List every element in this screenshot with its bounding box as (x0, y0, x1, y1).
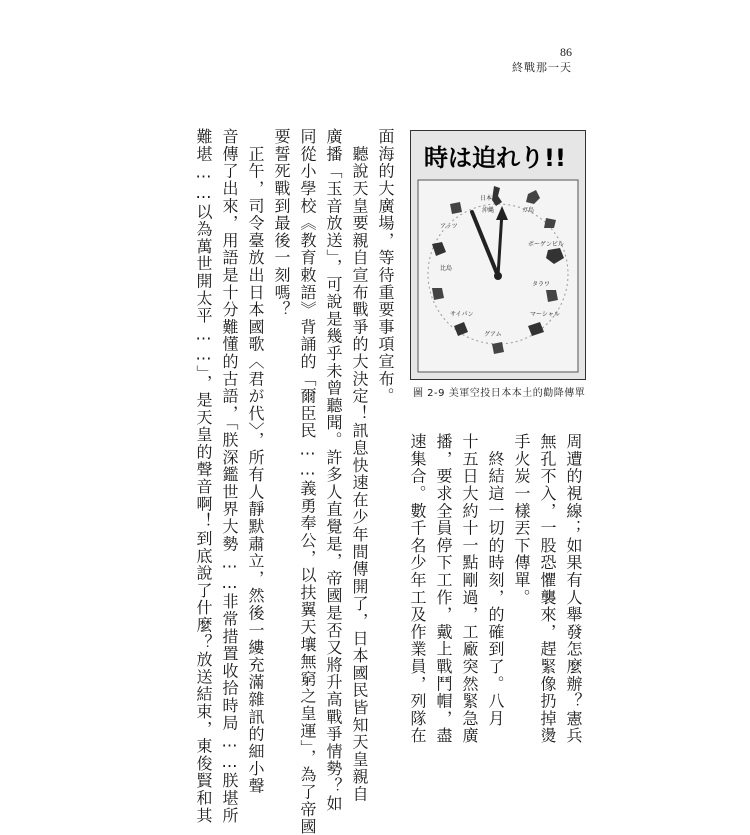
body-text-lower-right (404, 433, 586, 745)
body-text-upper (190, 128, 398, 835)
place-label: ガ島 (522, 207, 535, 214)
place-label: 日本 (480, 195, 493, 202)
place-label: アッツ (440, 223, 458, 230)
place-label: ボーゲンビル (528, 241, 564, 248)
leaflet-image (410, 130, 586, 380)
text-column: 手火炭一樣丟下傳單。 (512, 433, 531, 606)
text-column: 要誓死戰到最後一刻嗎？ (272, 128, 291, 319)
place-label: マーシャル (530, 311, 560, 318)
page-number: 86 (560, 45, 572, 59)
text-column: 面海的大廣場，等待重要事項宣布。 (376, 128, 395, 405)
place-label: タラワ (532, 281, 551, 288)
text-column: 終結這一切的時刻，的確到了。八月 (486, 433, 505, 728)
place-label: 比島 (440, 265, 453, 272)
text-column: 速集合。數千名少年工及作業員，列隊在 (408, 433, 427, 745)
text-column: 十五日大約十一點剛過，工廠突然緊急廣 (460, 433, 479, 745)
text-column: 無孔不入，一股恐懼襲來，趕緊像扔掉燙 (538, 433, 557, 745)
clock-center (494, 272, 502, 280)
surrender-leaflet-figure (410, 130, 586, 380)
text-column: 難堪……以為萬世開太平……」，是天皇的聲音啊！到底說了什麼？放送結束，東俊賢和其 (194, 128, 213, 824)
figure-caption: 圖 2-9 美軍空投日本本土的勸降傳單 (413, 388, 586, 399)
text-column: 聽說天皇要親自宣布戰爭的大決定！訊息快速在少年間傳開了，日本國民皆知天皇親自 (350, 128, 369, 803)
page-header (512, 44, 572, 75)
text-column: 周遭的視線；如果有人舉發怎麼辦？憲兵 (564, 433, 583, 745)
text-column: 播，要求全員停下工作，戴上戰鬥帽，盡 (434, 433, 453, 745)
place-label: グアム (484, 331, 502, 338)
place-label: サイパン (450, 311, 474, 318)
text-column: 音傳了出來，用語是十分難懂的古語，「朕深鑑世界大勢……非常措置收拾時局……朕堪所 (220, 128, 239, 824)
poster-title: 時は迫れり!! (424, 144, 566, 172)
running-title: 終戰那一天 (512, 61, 572, 74)
text-column: 廣播「玉音放送」，可說是幾乎未曾聽聞。許多人直覺是，帝國是否又將升高戰爭情勢？如 (324, 128, 343, 812)
place-label: 沖縄 (482, 207, 495, 214)
text-column: 同從小學校《教育敕語》背誦的「爾臣民……義勇奉公，以扶翼天壤無窮之皇運」，為了帝國 (298, 128, 317, 835)
text-column: 正午，司令臺放出日本國歌〈君が代〉，所有人靜默肅立，然後一縷充滿雜訊的細小聲 (246, 128, 265, 795)
